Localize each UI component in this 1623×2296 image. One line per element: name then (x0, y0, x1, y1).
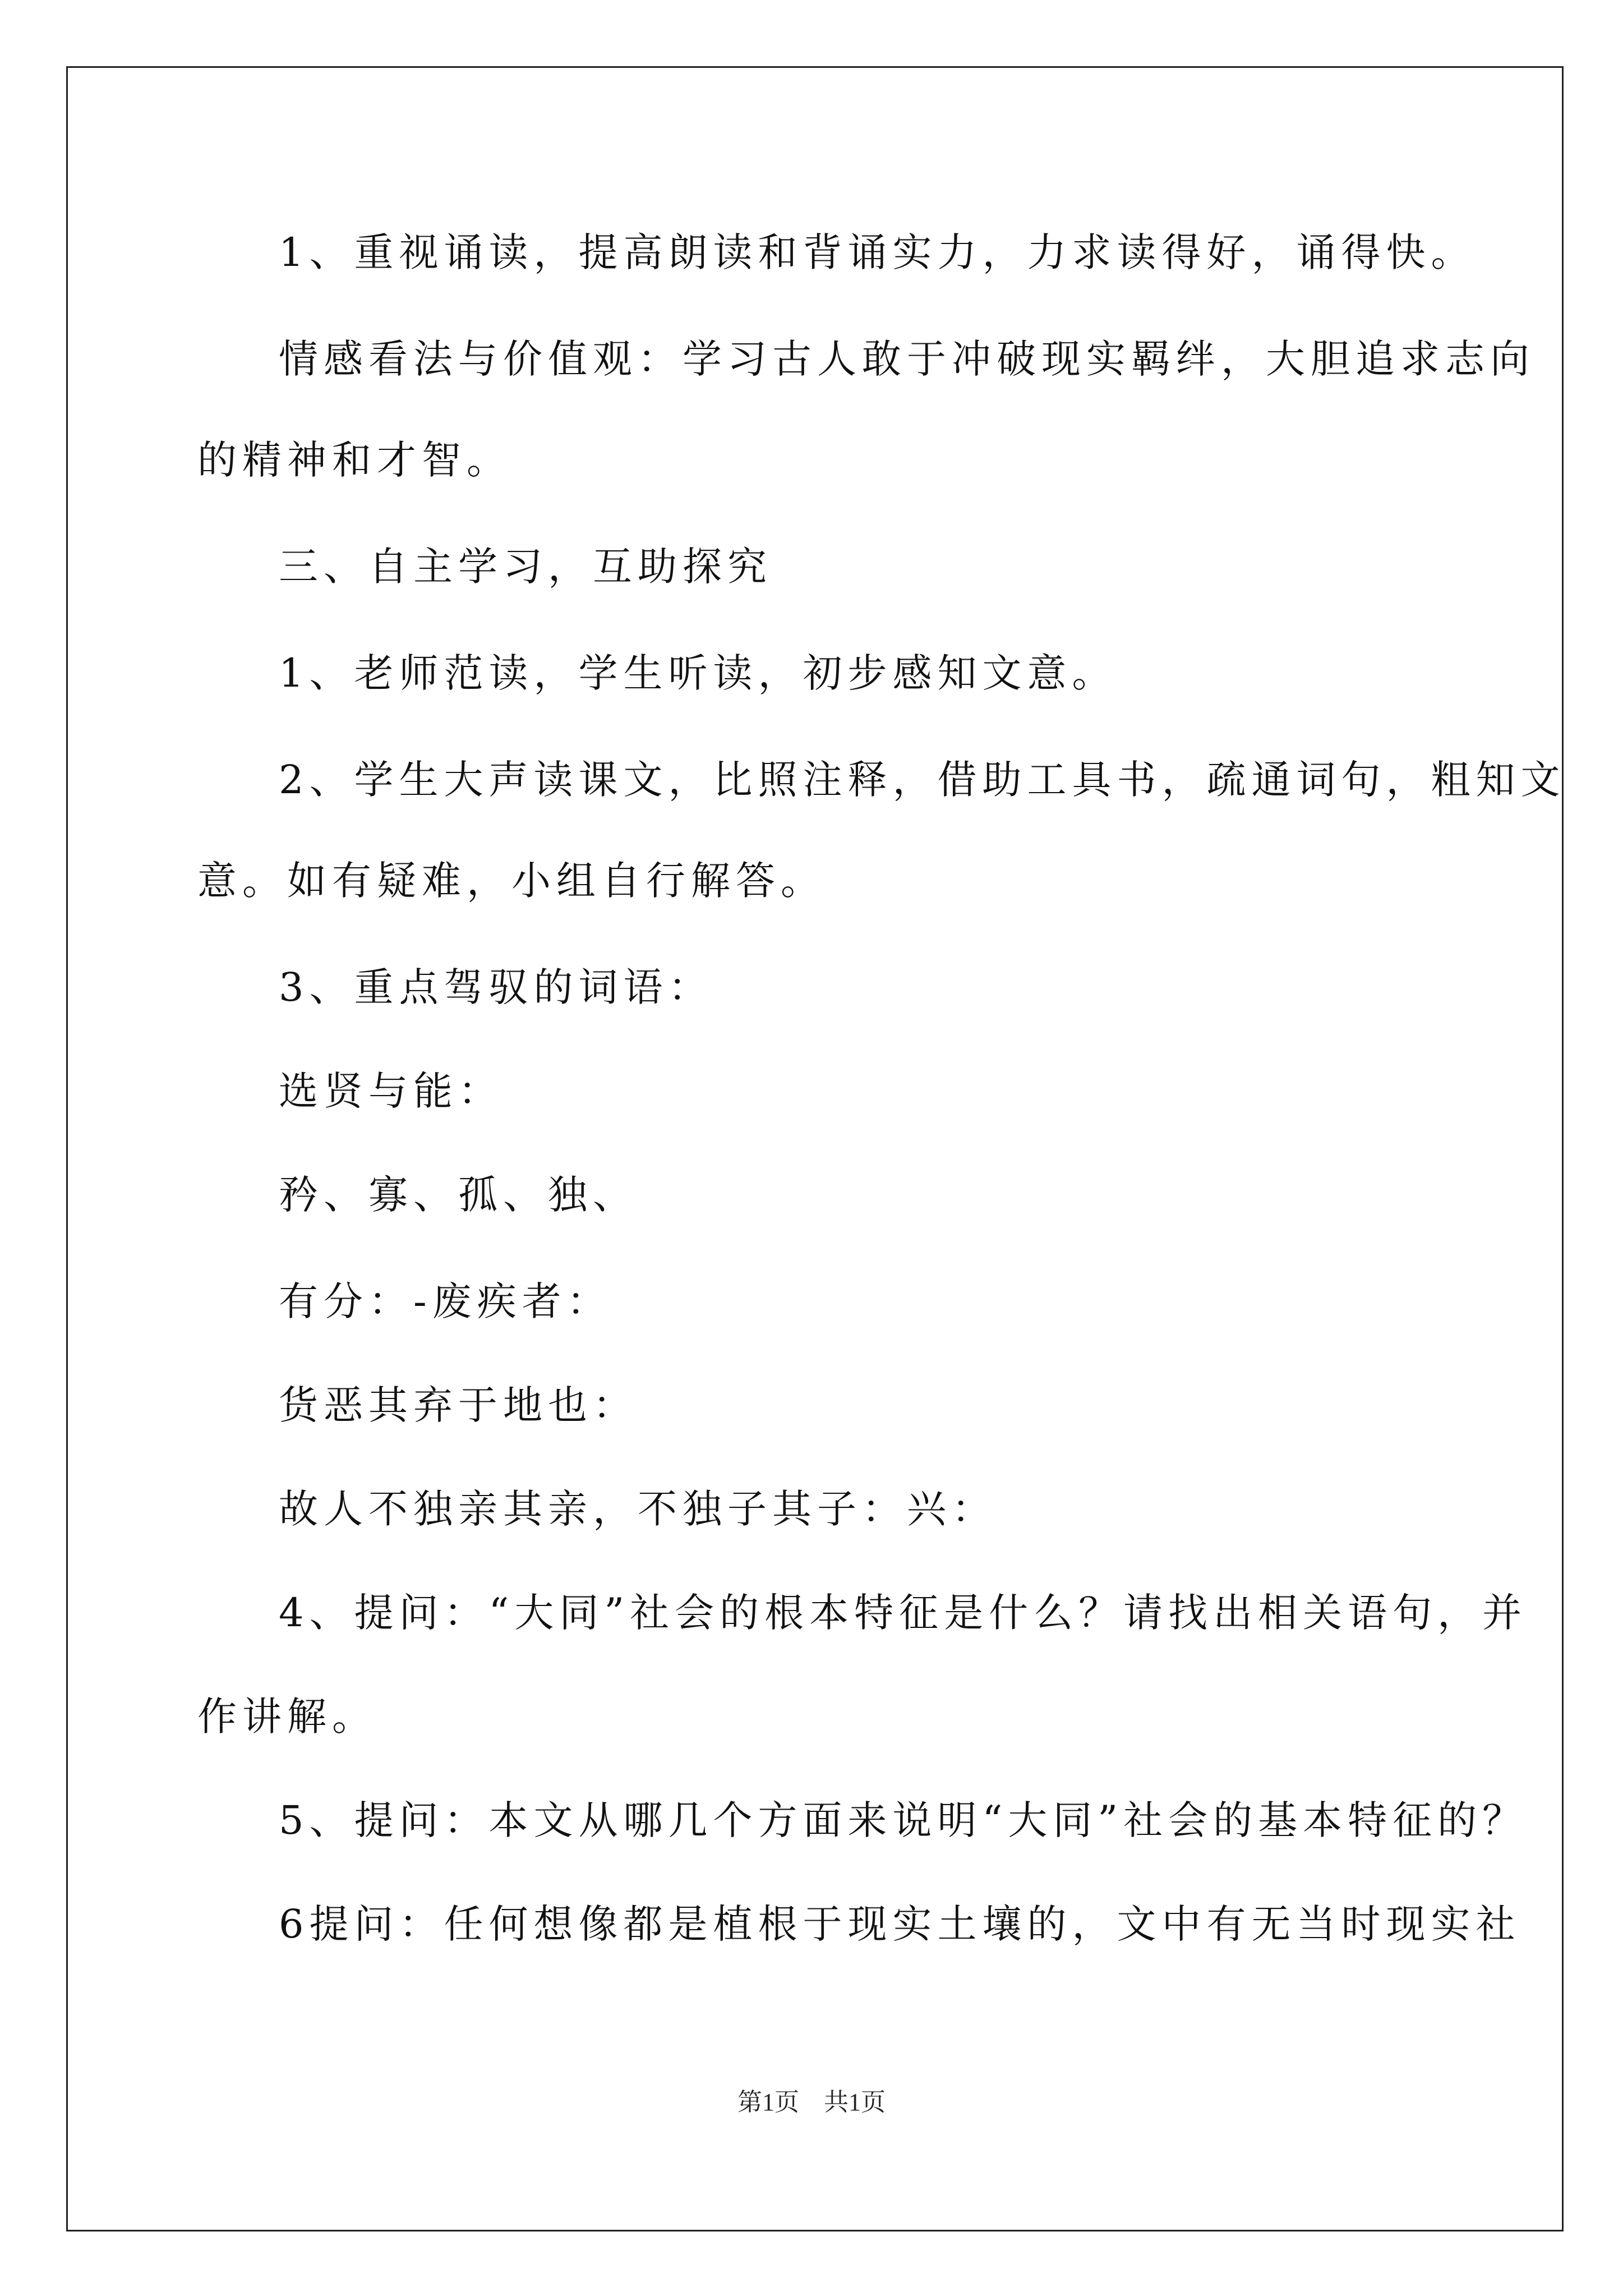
text-line: 意。如有疑难，小组自行解答。 (197, 858, 826, 904)
text-line: 1、老师范读，学生听读，初步感知文意。 (279, 650, 1117, 696)
text-line: 1、重视诵读，提高朗读和背诵实力，力求读得好，诵得快。 (279, 229, 1476, 275)
text-line: 有分：-废疾者： (279, 1278, 612, 1324)
text-line: 故人不独亲其亲，不独子其子：兴： (279, 1486, 997, 1532)
text-line: 6提问：任何想像都是植根于现实土壤的，文中有无当时现实社 (279, 1901, 1521, 1947)
page-footer: 第1页 共1页 (737, 2088, 886, 2116)
text-line: 作讲解。 (197, 1694, 377, 1740)
text-line: 5、提问：本文从哪几个方面来说明“大同”社会的基本特征的？ (279, 1797, 1528, 1843)
text-line: 货恶其弃于地也： (279, 1382, 638, 1428)
text-line: 4、提问：“大同”社会的根本特征是什么？请找出相关语句，并 (279, 1590, 1528, 1636)
text-line: 3、重点驾驭的词语： (279, 964, 713, 1010)
text-line: 的精神和才智。 (197, 437, 511, 483)
section-heading: 三、自主学习，互助探究 (279, 544, 772, 590)
text-line: 矜、寡、孤、独、 (279, 1172, 638, 1218)
text-line: 2、学生大声读课文，比照注释，借助工具书，疏通词句，粗知文 (279, 757, 1566, 803)
text-line: 选贤与能： (279, 1068, 503, 1114)
text-line: 情感看法与价值观：学习古人敢于冲破现实羁绊，大胆追求志向 (279, 336, 1535, 382)
